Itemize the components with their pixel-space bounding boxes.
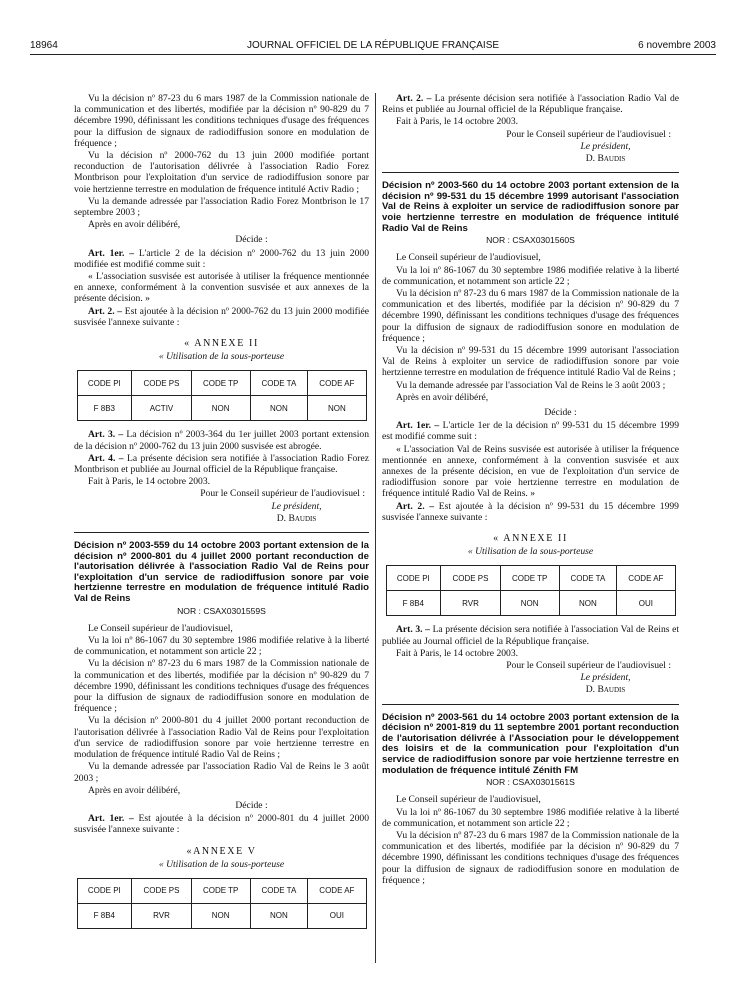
article-text: La décision nº 2003-364 du 1er juillet 2003 portant extension de la décision nº 2000-762 du 13 juin 2000 susvisée est abrogée. bbox=[74, 429, 369, 452]
article-text: La présente décision sera notifiée à l'association Radio Forez Montbrison et publiée au Journal officiel de la République française. bbox=[74, 452, 369, 476]
column-divider bbox=[375, 93, 376, 963]
table-cell: NON bbox=[308, 396, 366, 421]
article-text: Est ajoutée à la décision nº 99-531 du 15 décembre 1999 susvisée l'annexe suivante : bbox=[382, 500, 679, 523]
section-separator bbox=[382, 172, 679, 173]
table-header-cell: CODE TA bbox=[559, 566, 617, 591]
paragraph: Vu la demande adressée par l'association Radio Forez Montbrison le 17 septembre 2003 ; bbox=[74, 195, 369, 219]
article bbox=[382, 501, 679, 523]
table-cell: F 8B3 bbox=[77, 396, 132, 421]
table-cell: RVR bbox=[132, 903, 192, 928]
article bbox=[74, 306, 369, 328]
table-cell: NON bbox=[250, 396, 308, 421]
article-label: Art. 3. – bbox=[396, 624, 430, 636]
table-header-cell: CODE PI bbox=[386, 566, 441, 591]
paragraph: Vu la demande adressée par l'association Val de Reins le 3 août 2003 ; bbox=[396, 379, 666, 391]
section-separator bbox=[382, 704, 679, 705]
paragraph: Après en avoir délibéré, bbox=[88, 784, 181, 796]
table-header-cell: CODE TP bbox=[191, 371, 250, 396]
page-number: 18964 bbox=[30, 40, 58, 51]
annexe-title: « ANNEXE II bbox=[493, 533, 568, 545]
article-label: Art. 2. – bbox=[396, 500, 435, 512]
article-label: Art. 1er. – bbox=[88, 813, 134, 825]
table-header-row bbox=[77, 371, 366, 396]
signature-title: Le président, bbox=[580, 140, 631, 152]
signature-name: D. Baudis bbox=[585, 684, 626, 696]
paragraph: Vu la loi nº 86-1067 du 30 septembre 1986 modifiée relative à la liberté de communication, et notamment son article 22 ; bbox=[382, 806, 679, 829]
table-row bbox=[77, 396, 366, 421]
table-header-cell: CODE AF bbox=[308, 878, 366, 903]
table-header-row bbox=[77, 878, 366, 903]
article-text: L'article 2 de la décision nº 2000-762 du 13 juin 2000 modifiée est modifié comme suit : bbox=[74, 247, 369, 270]
decide-heading: Décide : bbox=[235, 234, 268, 246]
nor-reference: NOR : CSAX0301559S bbox=[177, 605, 266, 616]
table-cell: RVR bbox=[441, 591, 501, 616]
paragraph: Le Conseil supérieur de l'audiovisuel, bbox=[396, 252, 541, 264]
decision-title: Décision nº 2003-559 du 14 octobre 2003 portant extension de la décision nº 2000-801 du 4 juillet 2000 portant reconduction de l'autorisation délivrée à l'association Radio Val de Reins pour l'exploitation d'un service de radiodiffusion sonore par voie hertzienne terrestre en modulation de fréquence intitulé Radio Val de Reins bbox=[74, 540, 369, 605]
paragraph: Vu la décision nº 87-23 du 6 mars 1987 de la Commission nationale de la communication et des libertés, modifiée par la décision nº 90-829 du 7 décembre 1990, définissant les conditions techniques d'usage des fréquences pour la diffusion de signaux de radiodiffusion sonore en modulation de fréquence ; bbox=[74, 658, 369, 715]
annexe-table bbox=[386, 565, 676, 616]
signature-name: D. Baudis bbox=[276, 512, 317, 524]
table-header-cell: CODE AF bbox=[308, 371, 366, 396]
article bbox=[382, 93, 679, 115]
nor-reference: NOR : CSAX0301561S bbox=[486, 777, 575, 788]
annexe-subtitle: « Utilisation de la sous-porteuse bbox=[467, 546, 594, 558]
table-cell: NON bbox=[191, 903, 250, 928]
signature-line: Pour le Conseil supérieur de l'audiovisuel : bbox=[506, 660, 671, 672]
annexe-title: «ANNEXE V bbox=[186, 845, 257, 857]
decision-title: Décision nº 2003-560 du 14 octobre 2003 portant extension de la décision nº 99-531 du 15 décembre 1999 autorisant l'association Val de Reins à exploiter un service de radiodiffusion sonore par voie hertzienne terrestre en modulation de fréquence intitulé Radio Val de Reins bbox=[382, 180, 679, 234]
paragraph: Vu la décision nº 99-531 du 15 décembre 1999 autorisant l'association Val de Reins à exploiter un service de radiodiffusion sonore par voie hertzienne terrestre en modulation de fréquence intitulé Radio Val de Reins ; bbox=[382, 345, 679, 379]
paragraph: Le Conseil supérieur de l'audiovisuel, bbox=[396, 794, 541, 806]
signature-line: Pour le Conseil supérieur de l'audiovisuel : bbox=[200, 488, 365, 500]
paragraph: Vu la décision nº 2000-801 du 4 juillet 2000 portant reconduction de l'autorisation délivrée à l'association Radio Val de Reins pour l'exploitation d'un service de radiodiffusion sonore par voie hertzienne terrestre en modulation de fréquence intitulé Radio Val de Reins ; bbox=[74, 715, 369, 761]
table-cell: NON bbox=[191, 396, 250, 421]
paragraph: Vu la loi nº 86-1067 du 30 septembre 1986 modifiée relative à la liberté de communication, et notamment son article 22 ; bbox=[382, 264, 679, 287]
signature-title: Le président, bbox=[271, 500, 322, 512]
table-cell: OUI bbox=[617, 591, 675, 616]
table-header-cell: CODE PS bbox=[441, 566, 501, 591]
article bbox=[382, 420, 679, 442]
article bbox=[74, 248, 369, 270]
right-column bbox=[382, 93, 679, 887]
paragraph: « L'association Val de Reins susvisée est autorisée à utiliser la fréquence mentionnée en annexe, conformément à la convention susvisée et aux annexes de la présente décision, en vue de l'exploitation d'un service de radiodiffusion sonore par voie hertzienne terrestre en modulation de fréquence intitulé Radio Val de Reins. » bbox=[382, 443, 679, 500]
table-row bbox=[77, 903, 366, 928]
article bbox=[382, 624, 679, 646]
annexe-table bbox=[77, 878, 367, 929]
annexe-subtitle: « Utilisation de la sous-porteuse bbox=[158, 351, 285, 363]
place-date: Fait à Paris, le 14 octobre 2003. bbox=[396, 647, 519, 659]
decide-heading: Décide : bbox=[544, 407, 577, 419]
table-header-cell: CODE PS bbox=[132, 371, 192, 396]
article-text: Est ajoutée à la décision nº 2000-762 du 13 juin 2000 modifiée susvisée l'annexe suivante : bbox=[74, 305, 369, 328]
paragraph: Après en avoir délibéré, bbox=[88, 219, 181, 231]
place-date: Fait à Paris, le 14 octobre 2003. bbox=[396, 116, 519, 128]
table-header-cell: CODE TP bbox=[191, 878, 250, 903]
table-cell: NON bbox=[250, 903, 308, 928]
decision-title: Décision nº 2003-561 du 14 octobre 2003 portant extension de la décision nº 2001-819 du 11 septembre 2001 portant reconduction de l'autorisation délivrée à l'Association pour le développement des loisirs et de la communication pour l'exploitation d'un service de radiodiffusion sonore par voie hertzienne terrestre en modulation de fréquence intitulé Zénith FM bbox=[382, 711, 679, 776]
page-header bbox=[30, 40, 716, 55]
table-cell: NON bbox=[500, 591, 559, 616]
article-text: La présente décision sera notifiée à l'association Val de Reins et publiée au Journal officiel de la République française. bbox=[382, 624, 679, 647]
article-label: Art. 3. – bbox=[88, 429, 124, 441]
article-label: Art. 4. – bbox=[88, 452, 124, 464]
table-cell: OUI bbox=[308, 903, 366, 928]
paragraph: Vu la décision nº 87-23 du 6 mars 1987 de la Commission nationale de la communication et des libertés, modifiée par la décision nº 90-829 du 7 décembre 1990, définissant les conditions techniques d'usage des fréquences pour la diffusion de signaux de radiodiffusion sonore en modulation de fréquence ; bbox=[382, 288, 679, 344]
signature-name: D. Baudis bbox=[585, 153, 626, 165]
table-header-cell: CODE AF bbox=[617, 566, 675, 591]
place-date: Fait à Paris, le 14 octobre 2003. bbox=[88, 476, 211, 488]
table-cell: NON bbox=[559, 591, 617, 616]
paragraph: Vu la décision nº 87-23 du 6 mars 1987 de la Commission nationale de la communication et des libertés, modifiée par la décision nº 90-829 du 7 décembre 1990, définissant les conditions techniques d'usage des fréquences pour la diffusion de signaux de radiodiffusion sonore en modulation de fréquence ; bbox=[74, 93, 369, 149]
table-row bbox=[386, 591, 675, 616]
paragraph: Vu la décision nº 2000-762 du 13 juin 2000 modifiée portant reconduction de l'autorisation délivrée à l'association Radio Forez Montbrison pour l'exploitation d'un service de radiodiffusion sonore par voie hertzienne terrestre en modulation de fréquence intitulé Activ Radio ; bbox=[74, 150, 369, 195]
publication-date: 6 novembre 2003 bbox=[638, 40, 716, 51]
table-header-cell: CODE PI bbox=[77, 371, 132, 396]
article-text: L'article 1er de la décision nº 99-531 du 15 décembre 1999 est modifié comme suit : bbox=[382, 420, 679, 443]
section-separator bbox=[74, 532, 369, 533]
table-cell: F 8B4 bbox=[386, 591, 441, 616]
table-cell: F 8B4 bbox=[77, 903, 132, 928]
decide-heading: Décide : bbox=[235, 799, 268, 811]
signature-line: Pour le Conseil supérieur de l'audiovisuel : bbox=[506, 128, 671, 140]
table-header-cell: CODE TA bbox=[250, 371, 308, 396]
table-header-cell: CODE PI bbox=[77, 878, 132, 903]
paragraph: Le Conseil supérieur de l'audiovisuel, bbox=[88, 622, 233, 634]
annexe-title: « ANNEXE II bbox=[184, 338, 259, 350]
nor-reference: NOR : CSAX0301560S bbox=[486, 235, 575, 246]
article-label: Art. 1er. – bbox=[396, 420, 440, 432]
annexe-subtitle: « Utilisation de la sous-porteuse bbox=[158, 858, 285, 870]
table-header-cell: CODE TA bbox=[250, 878, 308, 903]
paragraph: « L'association susvisée est autorisée à utiliser la fréquence mentionnée en annexe, conformément à la convention susvisée et aux annexes de la présente décision. » bbox=[74, 271, 369, 305]
signature-title: Le président, bbox=[580, 672, 631, 684]
article bbox=[74, 429, 369, 451]
paragraph: Vu la demande adressée par l'association Radio Val de Reins le 3 août 2003 ; bbox=[74, 761, 369, 784]
table-header-row bbox=[386, 566, 675, 591]
article-label: Art. 1er. – bbox=[88, 247, 135, 259]
article bbox=[74, 813, 369, 835]
annexe-table bbox=[77, 370, 367, 421]
article-label: Art. 2. – bbox=[396, 93, 432, 104]
article-text: La présente décision sera notifiée à l'association Radio Val de Reins et publiée au Journal officiel de la République française. bbox=[382, 93, 679, 116]
table-header-cell: CODE TP bbox=[500, 566, 559, 591]
left-column bbox=[74, 93, 369, 937]
article bbox=[74, 453, 369, 475]
paragraph: Après en avoir délibéré, bbox=[396, 391, 489, 403]
journal-title: JOURNAL OFFICIEL DE LA RÉPUBLIQUE FRANÇAISE bbox=[246, 40, 500, 51]
article-label: Art. 2. – bbox=[88, 305, 123, 317]
table-header-cell: CODE PS bbox=[132, 878, 192, 903]
table-cell: ACTIV bbox=[132, 396, 192, 421]
article-text: Est ajoutée à la décision nº 2000-801 du 4 juillet 2000 susvisée l'annexe suivante : bbox=[74, 813, 369, 836]
paragraph: Vu la loi nº 86-1067 du 30 septembre 1986 modifiée relative à la liberté de communication, et notamment son article 22 ; bbox=[74, 635, 369, 658]
paragraph: Vu la décision nº 87-23 du 6 mars 1987 de la Commission nationale de la communication et des libertés, modifiée par la décision nº 90-829 du 7 décembre 1990, définissant les conditions techniques d'usage des fréquences pour la diffusion de signaux de radiodiffusion sonore en modulation de fréquence ; bbox=[382, 830, 679, 886]
